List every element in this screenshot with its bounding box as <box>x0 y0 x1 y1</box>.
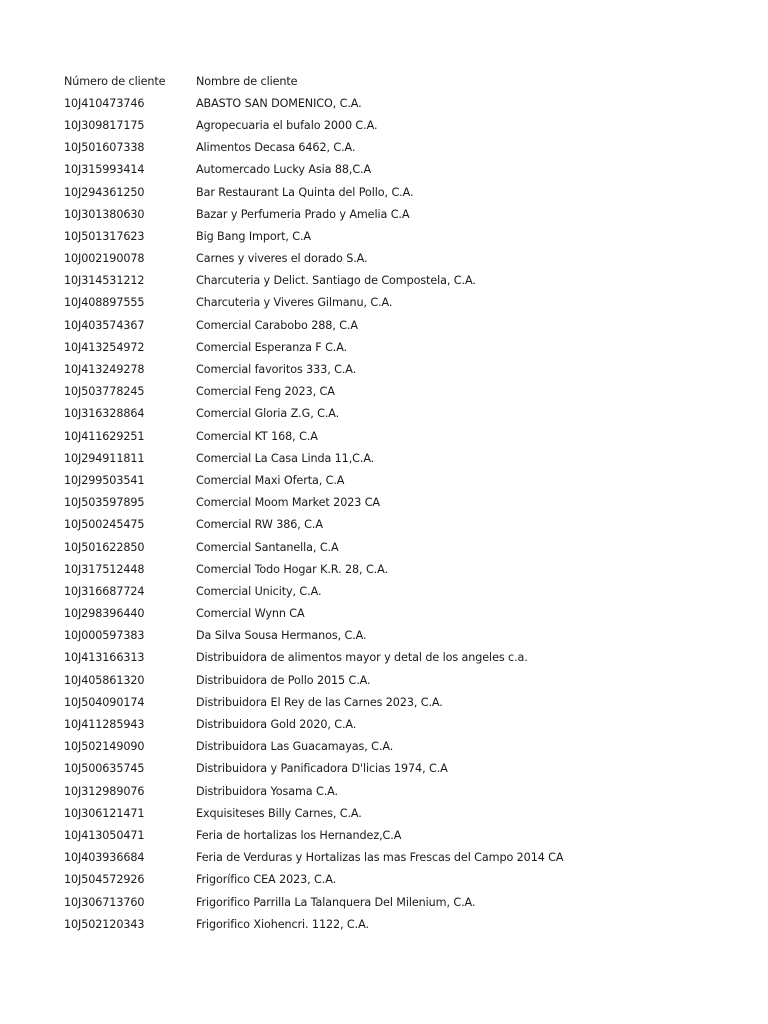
client-name: Feria de hortalizas los Hernandez,C.A <box>196 828 402 842</box>
client-name: Comercial RW 386, C.A <box>196 518 323 532</box>
table-row <box>64 425 744 447</box>
table-row <box>64 780 744 802</box>
client-number: 10J002190078 <box>64 252 145 266</box>
table-row <box>64 891 744 913</box>
client-name: Distribuidora El Rey de las Carnes 2023, C.A. <box>196 695 443 709</box>
client-number: 10J000597383 <box>64 629 145 643</box>
header-client-name: Nombre de cliente <box>196 74 298 88</box>
client-name: Comercial Todo Hogar K.R. 28, C.A. <box>196 562 388 576</box>
table-row <box>64 336 744 358</box>
client-name: Distribuidora y Panificadora D'licias 1974, C.A <box>196 762 448 776</box>
client-name: Exquisiteses Billy Carnes, C.A. <box>196 806 362 820</box>
client-name: Distribuidora de Pollo 2015 C.A. <box>196 673 371 687</box>
table-row <box>64 403 744 425</box>
table-row <box>64 159 744 181</box>
table-row <box>64 203 744 225</box>
client-number: 10J309817175 <box>64 118 145 132</box>
table-row <box>64 913 744 935</box>
client-name: Agropecuaria el bufalo 2000 C.A. <box>196 118 378 132</box>
client-name: Comercial favoritos 333, C.A. <box>196 363 357 377</box>
client-number: 10J500245475 <box>64 518 145 532</box>
client-number: 10J410473746 <box>64 96 145 110</box>
table-row <box>64 625 744 647</box>
table-row <box>64 181 744 203</box>
client-name: Alimentos Decasa 6462, C.A. <box>196 141 356 155</box>
client-number: 10J316328864 <box>64 407 145 421</box>
client-number: 10J294911811 <box>64 451 145 465</box>
table-row <box>64 381 744 403</box>
table-row <box>64 114 744 136</box>
table-row <box>64 469 744 491</box>
header-client-number: Número de cliente <box>64 74 166 88</box>
table-row <box>64 869 744 891</box>
client-name: Comercial Feng 2023, CA <box>196 385 335 399</box>
client-name: Distribuidora Gold 2020, C.A. <box>196 718 357 732</box>
client-name: Bazar y Perfumeria Prado y Amelia C.A <box>196 207 410 221</box>
client-name: ABASTO SAN DOMENICO, C.A. <box>196 96 362 110</box>
table-row <box>64 713 744 735</box>
table-row <box>64 669 744 691</box>
client-number: 10J301380630 <box>64 207 145 221</box>
client-name: Frigorífico CEA 2023, C.A. <box>196 873 337 887</box>
client-name: Distribuidora Yosama C.A. <box>196 784 338 798</box>
table-row <box>64 248 744 270</box>
client-name: Comercial Santanella, C.A <box>196 540 339 554</box>
client-name: Comercial Gloria Z.G, C.A. <box>196 407 340 421</box>
client-number: 10J501317623 <box>64 229 145 243</box>
client-name: Comercial Unicity, C.A. <box>196 584 322 598</box>
client-number: 10J503778245 <box>64 385 145 399</box>
table-row <box>64 292 744 314</box>
client-number: 10J411285943 <box>64 718 145 732</box>
table-row <box>64 270 744 292</box>
client-number: 10J306121471 <box>64 806 145 820</box>
table-row <box>64 847 744 869</box>
table-row <box>64 358 744 380</box>
client-number: 10J403574367 <box>64 318 145 332</box>
client-name: Distribuidora de alimentos mayor y detal de los angeles c.a. <box>196 651 528 665</box>
client-number: 10J403936684 <box>64 851 145 865</box>
table-row <box>64 492 744 514</box>
client-number: 10J503597895 <box>64 496 145 510</box>
table-row <box>64 558 744 580</box>
table-row <box>64 536 744 558</box>
client-name: Comercial Moom Market 2023 CA <box>196 496 380 510</box>
client-number: 10J502149090 <box>64 740 145 754</box>
client-number: 10J299503541 <box>64 473 145 487</box>
table-row <box>64 447 744 469</box>
client-name: Comercial Esperanza F C.A. <box>196 340 348 354</box>
table-row <box>64 514 744 536</box>
table-row <box>64 603 744 625</box>
client-name: Comercial Wynn CA <box>196 607 305 621</box>
table-row <box>64 137 744 159</box>
client-number: 10J413254972 <box>64 340 145 354</box>
client-name: Comercial La Casa Linda 11,C.A. <box>196 451 375 465</box>
client-number: 10J294361250 <box>64 185 145 199</box>
client-number: 10J502120343 <box>64 917 145 931</box>
client-number: 10J413249278 <box>64 363 145 377</box>
client-number: 10J411629251 <box>64 429 145 443</box>
table-header-row <box>64 70 744 92</box>
client-number: 10J501607338 <box>64 141 145 155</box>
table-row <box>64 580 744 602</box>
client-name: Comercial Maxi Oferta, C.A <box>196 473 345 487</box>
table-row <box>64 314 744 336</box>
client-number: 10J316687724 <box>64 584 145 598</box>
client-name: Big Bang Import, C.A <box>196 229 311 243</box>
table-row <box>64 92 744 114</box>
client-name: Automercado Lucky Asia 88,C.A <box>196 163 372 177</box>
client-name: Charcuteria y Viveres Gilmanu, C.A. <box>196 296 393 310</box>
client-name: Frigorifico Xiohencri. 1122, C.A. <box>196 917 369 931</box>
client-name: Comercial Carabobo 288, C.A <box>196 318 358 332</box>
table-row <box>64 225 744 247</box>
client-number: 10J504572926 <box>64 873 145 887</box>
table-row <box>64 758 744 780</box>
client-number: 10J298396440 <box>64 607 145 621</box>
table-row <box>64 647 744 669</box>
client-number: 10J408897555 <box>64 296 145 310</box>
client-number: 10J413166313 <box>64 651 145 665</box>
table-row <box>64 736 744 758</box>
client-name: Bar Restaurant La Quinta del Pollo, C.A. <box>196 185 414 199</box>
client-number: 10J500635745 <box>64 762 145 776</box>
client-name: Distribuidora Las Guacamayas, C.A. <box>196 740 394 754</box>
client-number: 10J314531212 <box>64 274 145 288</box>
client-number: 10J405861320 <box>64 673 145 687</box>
client-name: Feria de Verduras y Hortalizas las mas Frescas del Campo 2014 CA <box>196 851 564 865</box>
client-table <box>64 70 744 935</box>
client-name: Da Silva Sousa Hermanos, C.A. <box>196 629 367 643</box>
client-number: 10J306713760 <box>64 895 145 909</box>
client-number: 10J413050471 <box>64 828 145 842</box>
client-name: Frigorifico Parrilla La Talanquera Del Milenium, C.A. <box>196 895 476 909</box>
client-number: 10J317512448 <box>64 562 145 576</box>
client-number: 10J315993414 <box>64 163 145 177</box>
client-name: Carnes y viveres el dorado S.A. <box>196 252 368 266</box>
table-row <box>64 802 744 824</box>
client-number: 10J312989076 <box>64 784 145 798</box>
client-name: Comercial KT 168, C.A <box>196 429 318 443</box>
table-body <box>64 92 744 935</box>
client-name: Charcuteria y Delict. Santiago de Compostela, C.A. <box>196 274 476 288</box>
table-row <box>64 824 744 846</box>
client-number: 10J501622850 <box>64 540 145 554</box>
table-row <box>64 691 744 713</box>
client-number: 10J504090174 <box>64 695 145 709</box>
